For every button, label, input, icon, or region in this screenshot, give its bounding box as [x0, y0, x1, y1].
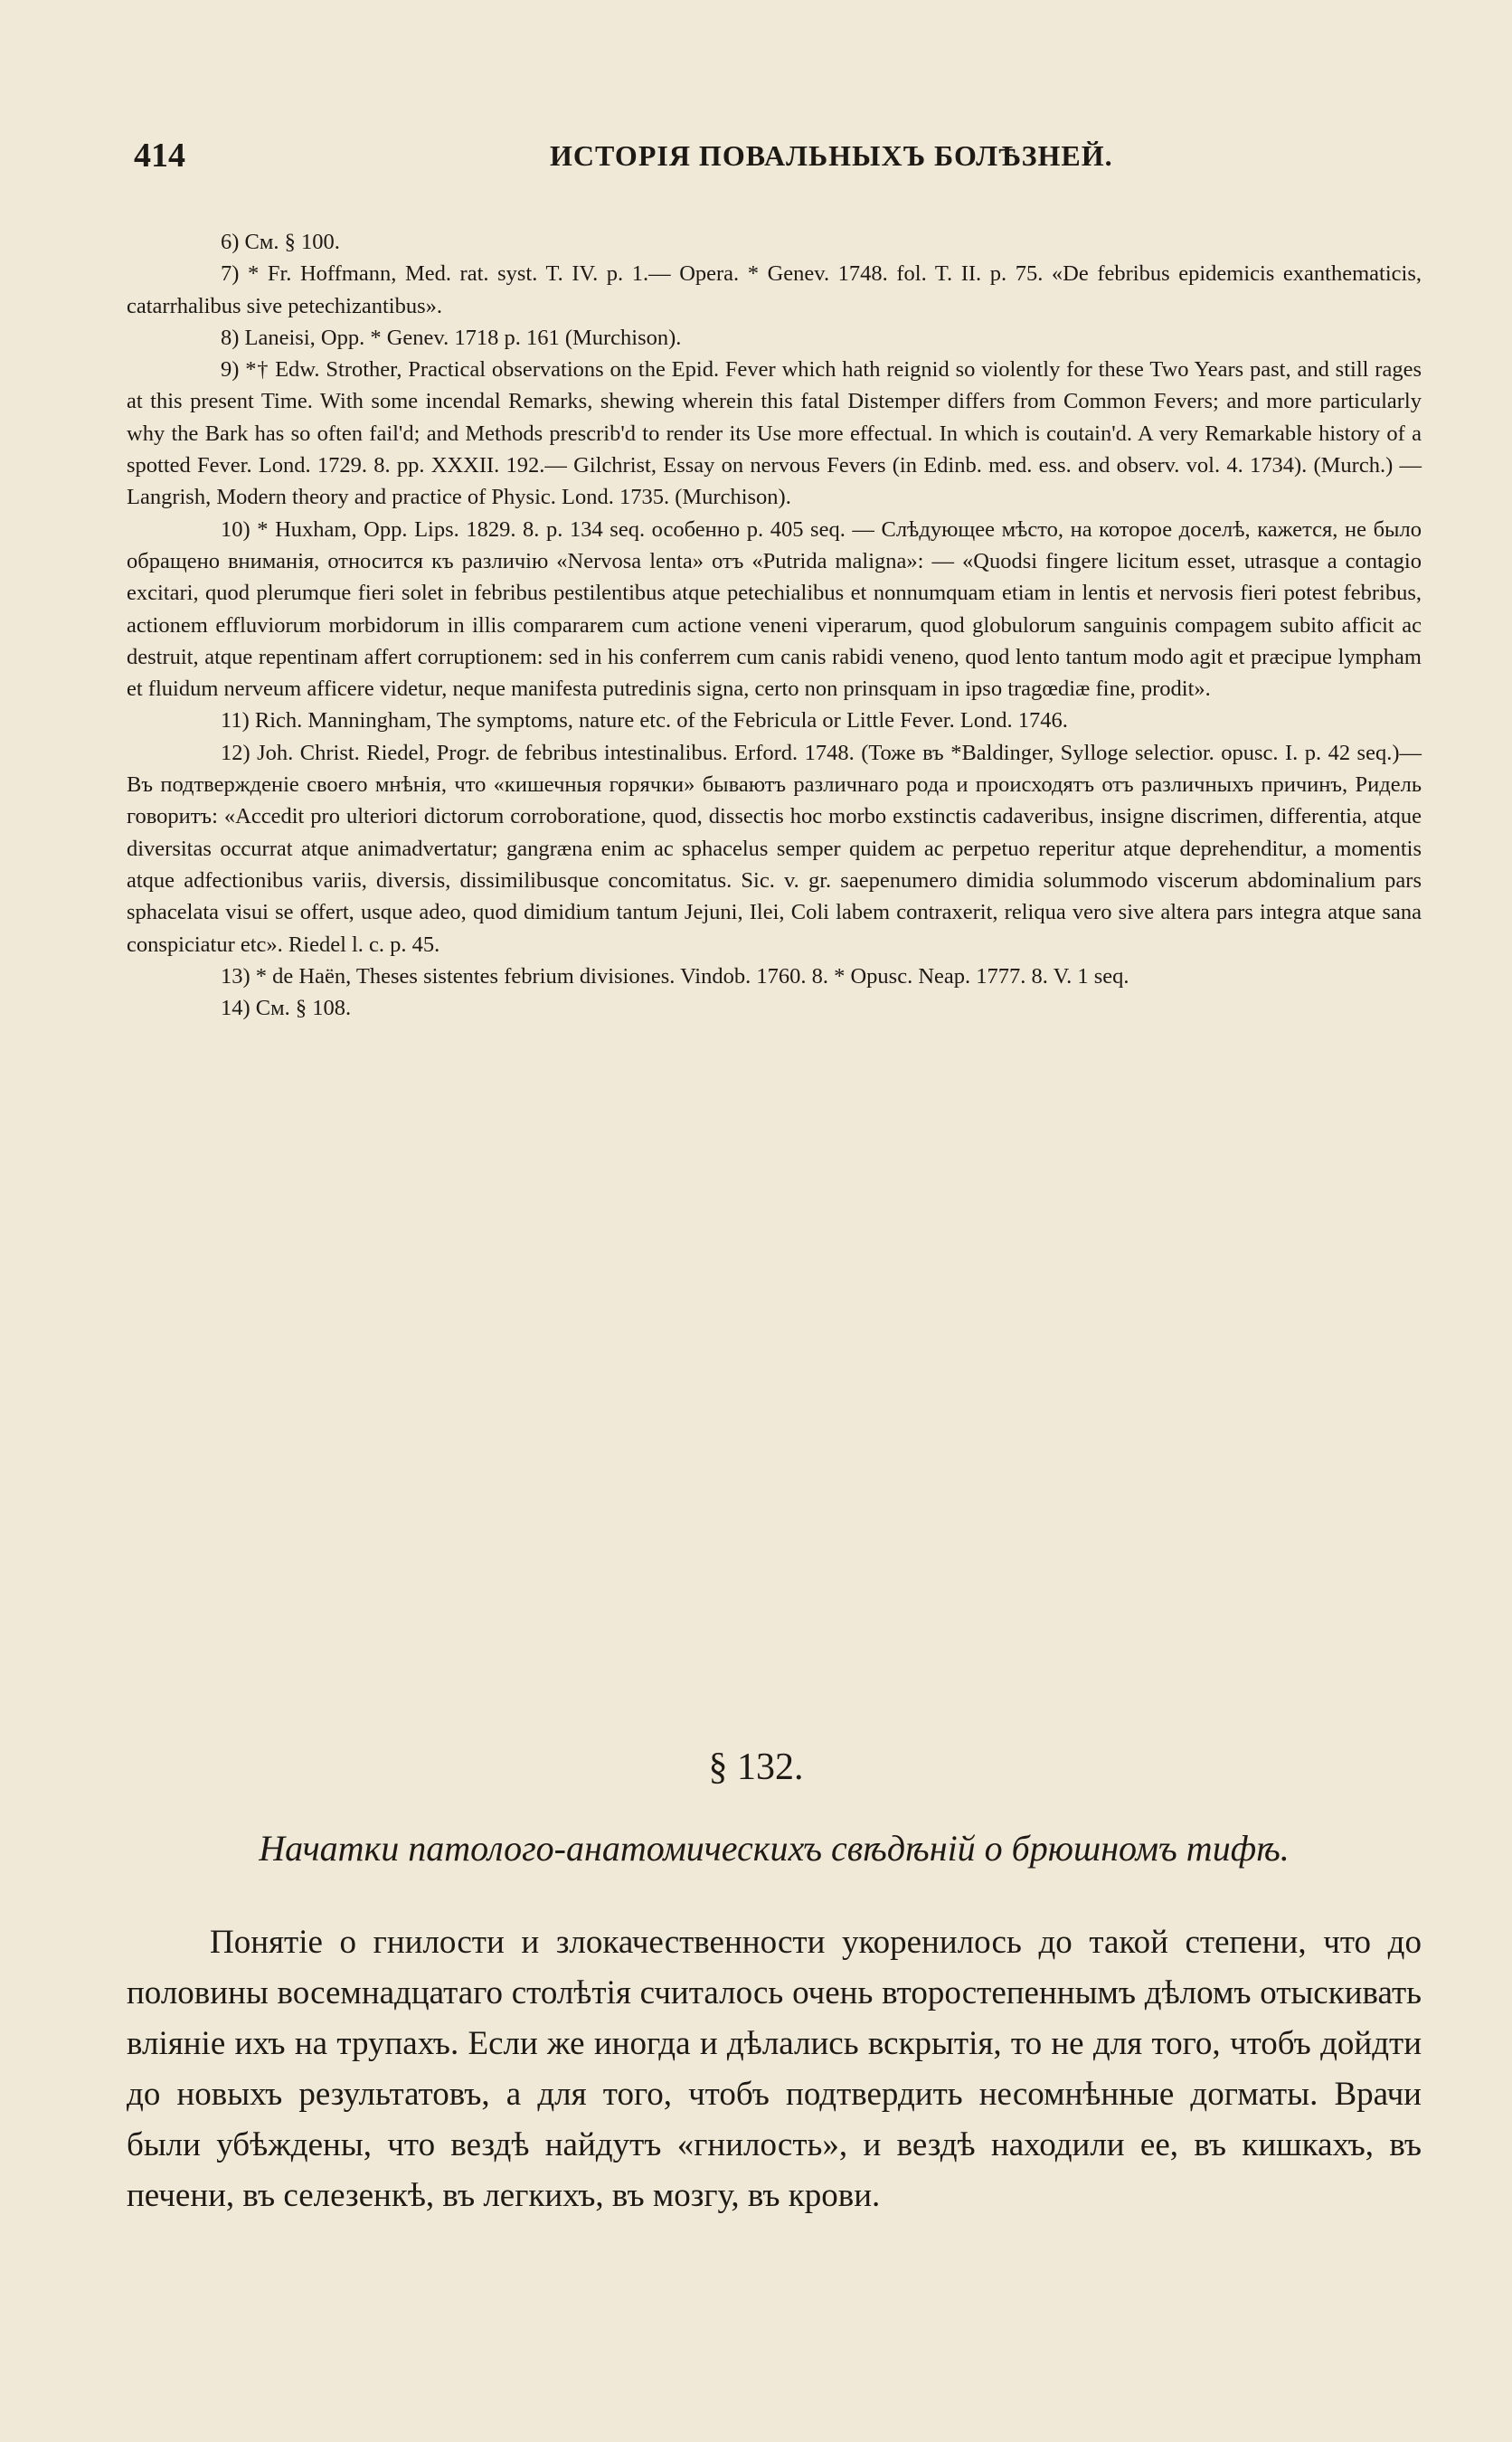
footnote: 13) * de Haën, Theses sistentes febrium divisiones. Vindob. 1760. 8. * Opusc. Neap. 1777. 8. V. 1 seq.: [221, 963, 1129, 989]
page-number: 414: [134, 137, 185, 175]
page-header: [134, 136, 1378, 181]
footnote: 14) См. § 108.: [221, 996, 352, 1021]
section-number: § 132.: [708, 1746, 804, 1788]
running-head: ИСТОРІЯ ПОВАЛЬНЫХЪ БОЛѢЗНЕЙ.: [550, 139, 1113, 172]
footnote: 6) См. § 100.: [221, 230, 340, 254]
footnotes: [127, 226, 1422, 1024]
footnote: 11) Rich. Manningham, The symptoms, nature etc. of the Febricula or Little Fever. Lond. 1746.: [221, 708, 1068, 734]
footnote: 12) Joh. Christ. Riedel, Progr. de febribus intestinalibus. Erford. 1748. (Тоже въ *Baldinger, Sylloge selectior. opusc. I. p. 42 seq.)— Въ подтвержденіе своего мнѣнія, что «кишечныя горячки» бываютъ различнаго рода и происходятъ отъ различныхъ причинъ, Ридель говоритъ: «Accedit pro ulteriori dictorum corroboratione, quod, dissectis hoc morbo exstinctis cadaveribus, insigne discrimen, differentia, atque diversitas occurrat atque animadvertatur; gangræna enim ac sphacelus semper quidem ac perpetuo reperitur atque deprehenditur, a momentis atque adfectionibus variis, diversis, dissimilibusque concomitatus. Sic. v. gr. saepenumero dimidia solummodo viscerum abdominalium pars sphacelata visui se offert, usque adeo, quod dimidium tantum Jejuni, Ilei, Coli labem contraxerit, reliqua vero sive altera pars integra atque sana conspiciatur etc». Riedel l. c. p. 45.: [127, 740, 1422, 957]
footnote: 10) * Huxham, Opp. Lips. 1829. 8. p. 134 seq. особенно p. 405 seq. — Слѣдующее мѣсто, на которое доселѣ, кажется, не было обращено вниманія, относится къ различію «Nervosa lenta» отъ «Putrida maligna»: — «Quodsi fingere licitum esset, utrasque a contagio excitari, quod plerumque fieri solet in febribus pestilentibus atque petechialibus et nonnumquam etiam in lentis et nervosis fieri potest febribus, actionem effluviorum morbidorum in illis compararem cum actione veneni viperarum, quod globulorum sanguinis compagem subito afficit ac destruit, atque repentinam affert corruptionem: sed in his conferrem cum canis rabidi veneno, quod lento tantum modo agit et præcipue lympham et fluidum nerveum afficere videtur, neque manifesta putredinis signa, certo non prinsquam in ipso tragœdiæ fine, prodit».: [127, 516, 1422, 702]
footnote: 7) * Fr. Hoffmann, Med. rat. syst. T. IV. p. 1.— Opera. * Genev. 1748. fol. T. II. p. 75. «De febribus epidemicis exanthematicis, catarrhalibus sive petechizantibus».: [127, 261, 1422, 318]
section-title: Начатки патолого-анатомическихъ свѣдѣній о брюшномъ тифѣ.: [259, 1828, 1290, 1869]
footnote: 8) Laneisi, Opp. * Genev. 1718 p. 161 (Murchison).: [221, 325, 682, 350]
footnote: 9) *† Edw. Strother, Practical observations on the Epid. Fever which hath reignid so violently for these Two Years past, and still rages at this present Time. With some incendal Remarks, shewing wherein this fatal Distemper differs from Common Fevers; and more particularly why the Bark has so often fail'd; and Methods prescrib'd to render its Use more effectual. In which is coutain'd. A very Remarkable history of a spotted Fever. Lond. 1729. 8. pp. XXXII. 192.— Gilchrist, Essay on nervous Fevers (in Edinb. med. ess. and observ. vol. 4. 1734). (Murch.) — Langrish, Modern theory and practice of Physic. Lond. 1735. (Murchison).: [127, 357, 1422, 510]
body-paragraph: Понятіе о гнилости и злокачественности укоренилось до такой степени, что до половины восемнадцатаго столѣтія считалось очень второстепеннымъ дѣломъ отыскивать вліяніе ихъ на трупахъ. Если же иногда и дѣлались вскрытія, то не для того, чтобъ дойдти до новыхъ результатовъ, а для того, чтобъ подтвердить несомнѣнные догматы. Врачи были убѣждены, что вездѣ найдутъ «гнилость», и вездѣ находили ее, въ кишкахъ, въ печени, въ селезенкѣ, въ легкихъ, въ мозгу, въ крови.: [127, 1924, 1422, 2214]
